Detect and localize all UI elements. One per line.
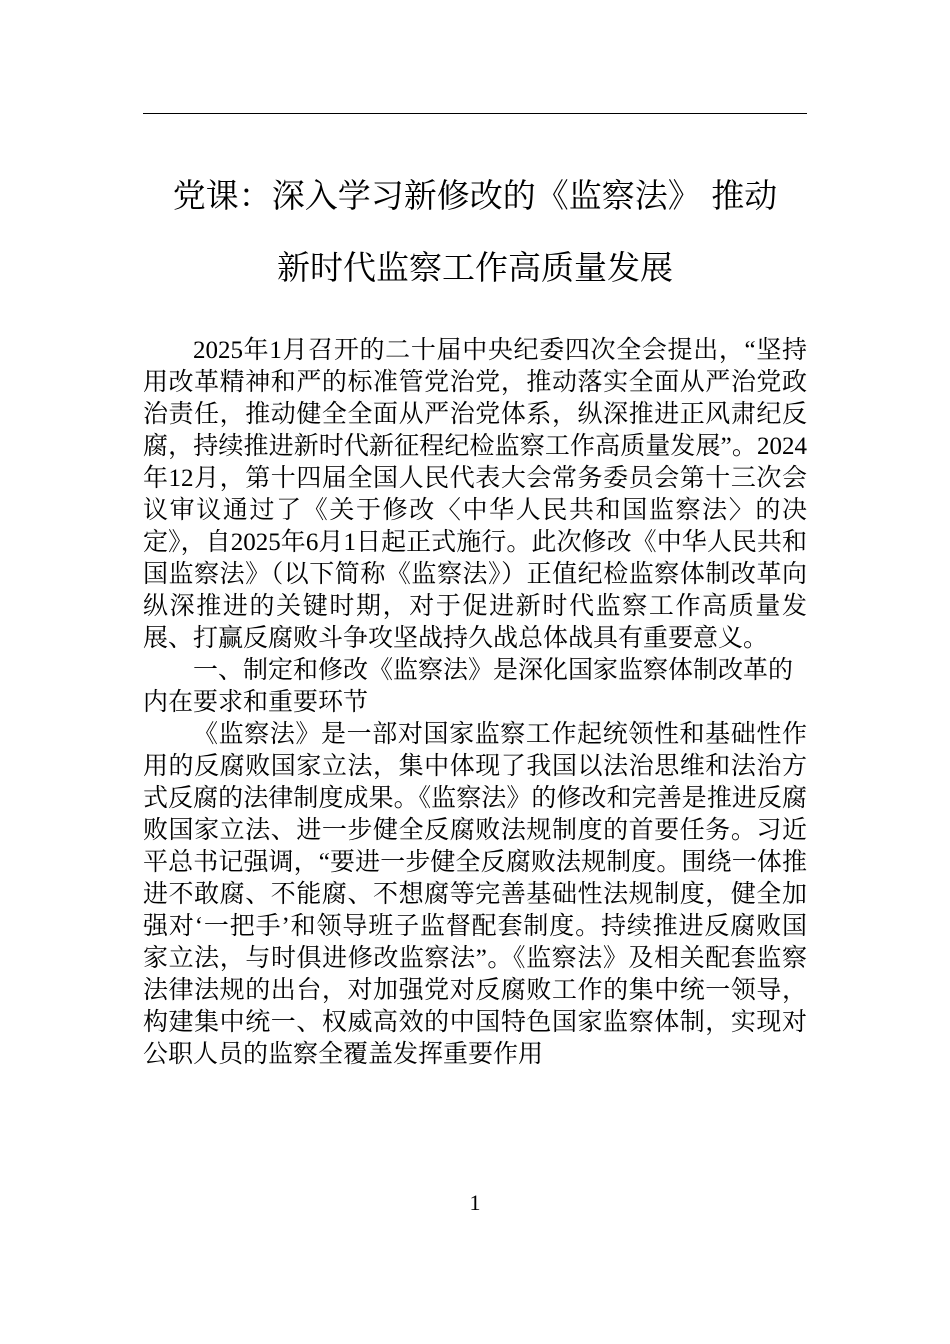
section-1-paragraph: 《监察法》是一部对国家监察工作起统领性和基础性作用的反腐败国家立法，集中体现了我国以法治思维和法治方式反腐的法律制度成果。《监察法》的修改和完善是推进反腐败国家立法、进一步健全反腐败法规制度的首要任务。习近平总书记强调，“要进一步健全反腐败法规制度。围绕一体推进不敢腐、不能腐、不想腐等完善基础性法规制度，健全加强对‘一把手’和领导班子监督配套制度。持续推进反腐败国家立法，与时俱进修改监察法”。《监察法》及相关配套监察法律法规的出台，对加强党对反腐败工作的集中统一领导，构建集中统一、权威高效的中国特色国家监察体制，实现对公职人员的监察全覆盖发挥重要作用 xyxy=(143,721,807,1068)
document-body xyxy=(143,335,807,1071)
header-rule xyxy=(143,113,807,114)
page-number: 1 xyxy=(469,1190,481,1215)
document-title-line-1: 党课：深入学习新修改的《监察法》 推动 xyxy=(172,176,778,215)
document-title-line-2: 新时代监察工作高质量发展 xyxy=(277,248,673,287)
intro-paragraph: 2025年1月召开的二十届中央纪委四次全会提出，“坚持用改革精神和严的标准管党治党，推动落实全面从严治党政治责任，推动健全全面从严治党体系，纵深推进正风肃纪反腐，持续推进新时代新征程纪检监察工作高质量发展”。2024年12月，第十四届全国人民代表大会常务委员会第十三次会议审议通过了《关于修改〈中华人民共和国监察法〉的决定》，自2025年6月1日起正式施行。此次修改《中华人民共和国监察法》（以下简称《监察法》）正值纪检监察体制改革向纵深推进的关键时期，对于促进新时代监察工作高质量发展、打赢反腐败斗争攻坚战持久战总体战具有重要意义。 xyxy=(143,337,807,652)
section-heading-1: 一、制定和修改《监察法》是深化国家监察体制改革的内在要求和重要环节 xyxy=(143,657,794,716)
